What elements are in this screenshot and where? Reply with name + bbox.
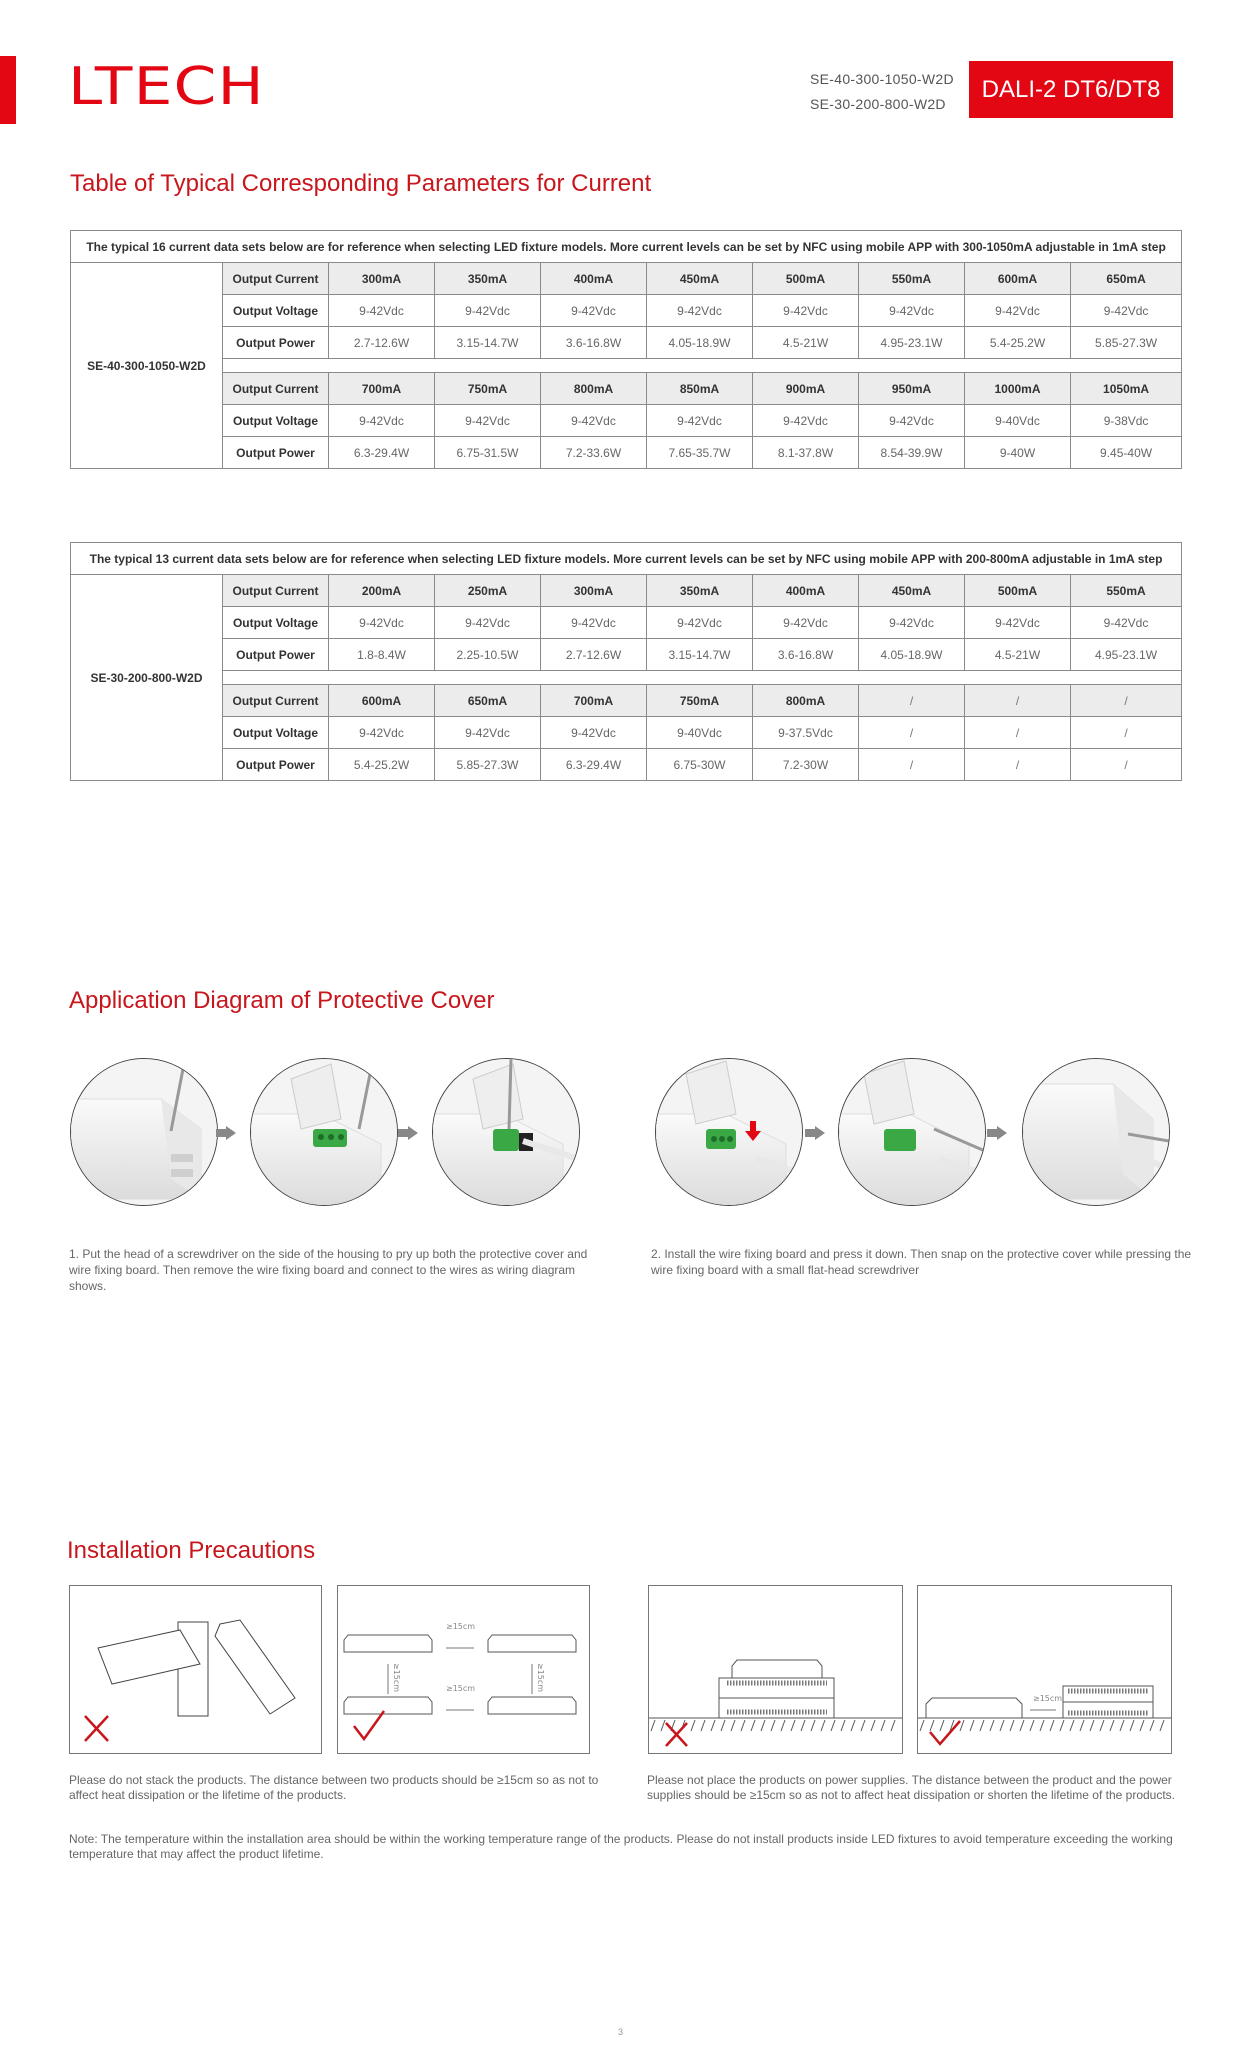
power-cell: 1.8-8.4W <box>329 639 435 671</box>
voltage-cell: 9-42Vdc <box>859 295 965 327</box>
row-label-voltage: Output Voltage <box>223 607 329 639</box>
current-cell: 800mA <box>541 373 647 405</box>
current-table-1 <box>70 230 1182 469</box>
power-cell: 3.6-16.8W <box>753 639 859 671</box>
current-cell: 750mA <box>647 685 753 717</box>
row-label-power: Output Power <box>223 749 329 781</box>
table-caption: The typical 13 current data sets below are for reference when selecting LED fixture models. More current levels can be set by NFC using mobile APP with 200-800mA adjustable in 1mA step <box>71 543 1182 575</box>
voltage-cell: 9-42Vdc <box>1071 295 1182 327</box>
voltage-cell: 9-42Vdc <box>435 295 541 327</box>
voltage-cell: 9-42Vdc <box>435 717 541 749</box>
voltage-cell: 9-42Vdc <box>753 405 859 437</box>
voltage-cell: 9-42Vdc <box>329 295 435 327</box>
step-arrow-icon <box>226 1126 236 1140</box>
current-cell: 350mA <box>435 263 541 295</box>
row-label-power: Output Power <box>223 327 329 359</box>
voltage-cell: 9-42Vdc <box>753 295 859 327</box>
current-table-2 <box>70 542 1182 781</box>
power-cell: 8.1-37.8W <box>753 437 859 469</box>
voltage-cell: 9-42Vdc <box>753 607 859 639</box>
voltage-cell: 9-42Vdc <box>329 717 435 749</box>
current-cell: 250mA <box>435 575 541 607</box>
power-cell: 3.15-14.7W <box>647 639 753 671</box>
power-cell: 5.4-25.2W <box>965 327 1071 359</box>
brand-accent-bar <box>0 56 16 124</box>
empty-cell: / <box>1071 685 1182 717</box>
step2-image-press <box>655 1058 803 1206</box>
power-cell: 7.65-35.7W <box>647 437 753 469</box>
current-cell: 200mA <box>329 575 435 607</box>
voltage-cell: 9-42Vdc <box>329 405 435 437</box>
model-name: SE-30-200-800-W2D <box>71 575 223 781</box>
section-title-current: Table of Typical Corresponding Parameters for Current <box>70 170 652 197</box>
power-cell: 2.7-12.6W <box>329 327 435 359</box>
power-cell: 6.75-31.5W <box>435 437 541 469</box>
voltage-cell: 9-42Vdc <box>647 295 753 327</box>
current-cell: 600mA <box>965 263 1071 295</box>
step-arrow-tail <box>987 1129 997 1137</box>
voltage-cell: 9-37.5Vdc <box>753 717 859 749</box>
table-caption: The typical 16 current data sets below are for reference when selecting LED fixture models. More current levels can be set by NFC using mobile APP with 300-1050mA adjustable in 1mA step <box>71 231 1182 263</box>
empty-cell: / <box>859 749 965 781</box>
current-cell: 350mA <box>647 575 753 607</box>
current-cell: 900mA <box>753 373 859 405</box>
power-cell: 5.85-27.3W <box>435 749 541 781</box>
current-cell: 300mA <box>541 575 647 607</box>
power-cell: 6.3-29.4W <box>541 749 647 781</box>
step-arrow-tail <box>216 1129 226 1137</box>
current-cell: 500mA <box>753 263 859 295</box>
power-cell: 5.85-27.3W <box>1071 327 1182 359</box>
step2-instruction: 2. Install the wire fixing board and press it down. Then snap on the protective cover while pressing the wire fixing board with a small flat-head screwdriver <box>651 1247 1192 1277</box>
step1-image-closed <box>70 1058 218 1206</box>
voltage-cell: 9-42Vdc <box>541 607 647 639</box>
empty-cell: / <box>859 685 965 717</box>
power-cell: 4.5-21W <box>965 639 1071 671</box>
current-cell: 700mA <box>329 373 435 405</box>
current-cell: 650mA <box>435 685 541 717</box>
model-codes <box>810 67 954 117</box>
row-label-voltage: Output Voltage <box>223 295 329 327</box>
precaution-image-on-supply-wrong <box>648 1585 903 1754</box>
empty-cell: / <box>965 717 1071 749</box>
voltage-cell: 9-38Vdc <box>1071 405 1182 437</box>
power-cell: 7.2-33.6W <box>541 437 647 469</box>
voltage-cell: 9-42Vdc <box>859 405 965 437</box>
empty-cell: / <box>965 685 1071 717</box>
step-arrow-icon <box>815 1126 825 1140</box>
voltage-cell: 9-42Vdc <box>1071 607 1182 639</box>
current-cell: 400mA <box>753 575 859 607</box>
power-cell: 4.95-23.1W <box>859 327 965 359</box>
step1-image-wired <box>432 1058 580 1206</box>
power-cell: 4.05-18.9W <box>859 639 965 671</box>
voltage-cell: 9-42Vdc <box>541 295 647 327</box>
step-arrow-tail <box>805 1129 815 1137</box>
current-cell: 800mA <box>753 685 859 717</box>
power-cell: 8.54-39.9W <box>859 437 965 469</box>
current-cell: 950mA <box>859 373 965 405</box>
empty-cell: / <box>1071 749 1182 781</box>
cross-mark-icon <box>85 1716 108 1741</box>
voltage-cell: 9-42Vdc <box>435 405 541 437</box>
power-cell: 2.7-12.6W <box>541 639 647 671</box>
power-cell: 9-40W <box>965 437 1071 469</box>
ltech-logo: LTECH <box>68 57 265 117</box>
model-code-2: SE-30-200-800-W2D <box>810 96 946 112</box>
protocol-badge: DALI-2 DT6/DT8 <box>969 61 1173 118</box>
power-cell: 9.45-40W <box>1071 437 1182 469</box>
row-label-voltage: Output Voltage <box>223 717 329 749</box>
precaution-text-power-supply: Please not place the products on power supplies. The distance between the product and the power supplies should be ≥15cm so as not to affect heat dissipation or shorten the lifetime of the products. <box>647 1773 1176 1802</box>
empty-cell: / <box>965 749 1071 781</box>
precaution-text-stacking: Please do not stack the products. The distance between two products should be ≥15cm so as not to affect heat dissipation or the lifetime of the products. <box>69 1773 599 1802</box>
precaution-image-stacked-wrong <box>69 1585 322 1754</box>
row-label-current: Output Current <box>223 373 329 405</box>
power-cell: 3.6-16.8W <box>541 327 647 359</box>
power-cell: 4.95-23.1W <box>1071 639 1182 671</box>
row-label-power: Output Power <box>223 639 329 671</box>
model-name: SE-40-300-1050-W2D <box>71 263 223 469</box>
voltage-cell: 9-42Vdc <box>647 405 753 437</box>
check-mark-icon <box>930 1721 960 1744</box>
power-cell: 2.25-10.5W <box>435 639 541 671</box>
row-label-current: Output Current <box>223 263 329 295</box>
step-arrow-icon <box>408 1126 418 1140</box>
current-cell: 450mA <box>647 263 753 295</box>
row-spacer <box>223 671 1182 685</box>
current-cell: 750mA <box>435 373 541 405</box>
row-label-current: Output Current <box>223 575 329 607</box>
precaution-image-spacing-correct <box>337 1585 590 1754</box>
row-spacer <box>223 359 1182 373</box>
voltage-cell: 9-42Vdc <box>435 607 541 639</box>
step2-image-snap <box>838 1058 986 1206</box>
row-label-power: Output Power <box>223 437 329 469</box>
voltage-cell: 9-42Vdc <box>965 295 1071 327</box>
distance-label: ≥15cm <box>446 1622 476 1631</box>
current-cell: 650mA <box>1071 263 1182 295</box>
power-cell: 6.3-29.4W <box>329 437 435 469</box>
current-cell: 600mA <box>329 685 435 717</box>
row-label-current: Output Current <box>223 685 329 717</box>
empty-cell: / <box>859 717 965 749</box>
model-code-1: SE-40-300-1050-W2D <box>810 71 954 87</box>
voltage-cell: 9-42Vdc <box>859 607 965 639</box>
page-number: 3 <box>618 2027 624 2037</box>
distance-label: ≥15cm <box>446 1684 476 1693</box>
distance-label: ≥15cm <box>1033 1694 1063 1703</box>
section-title-precautions: Installation Precautions <box>67 1537 316 1564</box>
row-label-voltage: Output Voltage <box>223 405 329 437</box>
section-title-cover: Application Diagram of Protective Cover <box>69 987 495 1014</box>
current-cell: 850mA <box>647 373 753 405</box>
current-cell: 700mA <box>541 685 647 717</box>
current-cell: 400mA <box>541 263 647 295</box>
step-arrow-tail <box>398 1129 408 1137</box>
voltage-cell: 9-42Vdc <box>965 607 1071 639</box>
voltage-cell: 9-42Vdc <box>647 607 753 639</box>
power-cell: 4.5-21W <box>753 327 859 359</box>
distance-label: ≥15cm <box>392 1662 402 1693</box>
voltage-cell: 9-42Vdc <box>541 717 647 749</box>
power-cell: 3.15-14.7W <box>435 327 541 359</box>
distance-label: ≥15cm <box>536 1662 546 1693</box>
precaution-note: Note: The temperature within the installation area should be within the working temperature range of the products. Please do not install products inside LED fixtures to avoid temperature exceeding the working temperature that may affect the product lifetime. <box>69 1832 1173 1861</box>
precaution-image-beside-supply-correct <box>917 1585 1172 1754</box>
current-cell: 1000mA <box>965 373 1071 405</box>
current-cell: 450mA <box>859 575 965 607</box>
step2-image-closed <box>1022 1058 1170 1206</box>
power-cell: 5.4-25.2W <box>329 749 435 781</box>
voltage-cell: 9-40Vdc <box>647 717 753 749</box>
cross-mark-icon <box>666 1723 687 1746</box>
voltage-cell: 9-42Vdc <box>541 405 647 437</box>
power-cell: 6.75-30W <box>647 749 753 781</box>
current-cell: 550mA <box>1071 575 1182 607</box>
power-cell: 7.2-30W <box>753 749 859 781</box>
step1-instruction: 1. Put the head of a screwdriver on the side of the housing to pry up both the protective cover and wire fixing board. Then remove the wire fixing board and connect to the wires as wiring diagram shows. <box>69 1247 588 1293</box>
power-cell: 4.05-18.9W <box>647 327 753 359</box>
empty-cell: / <box>1071 717 1182 749</box>
voltage-cell: 9-40Vdc <box>965 405 1071 437</box>
step-arrow-icon <box>997 1126 1007 1140</box>
current-cell: 300mA <box>329 263 435 295</box>
current-cell: 1050mA <box>1071 373 1182 405</box>
current-cell: 550mA <box>859 263 965 295</box>
step1-image-open <box>250 1058 398 1206</box>
current-cell: 500mA <box>965 575 1071 607</box>
voltage-cell: 9-42Vdc <box>329 607 435 639</box>
check-mark-icon <box>354 1711 384 1739</box>
